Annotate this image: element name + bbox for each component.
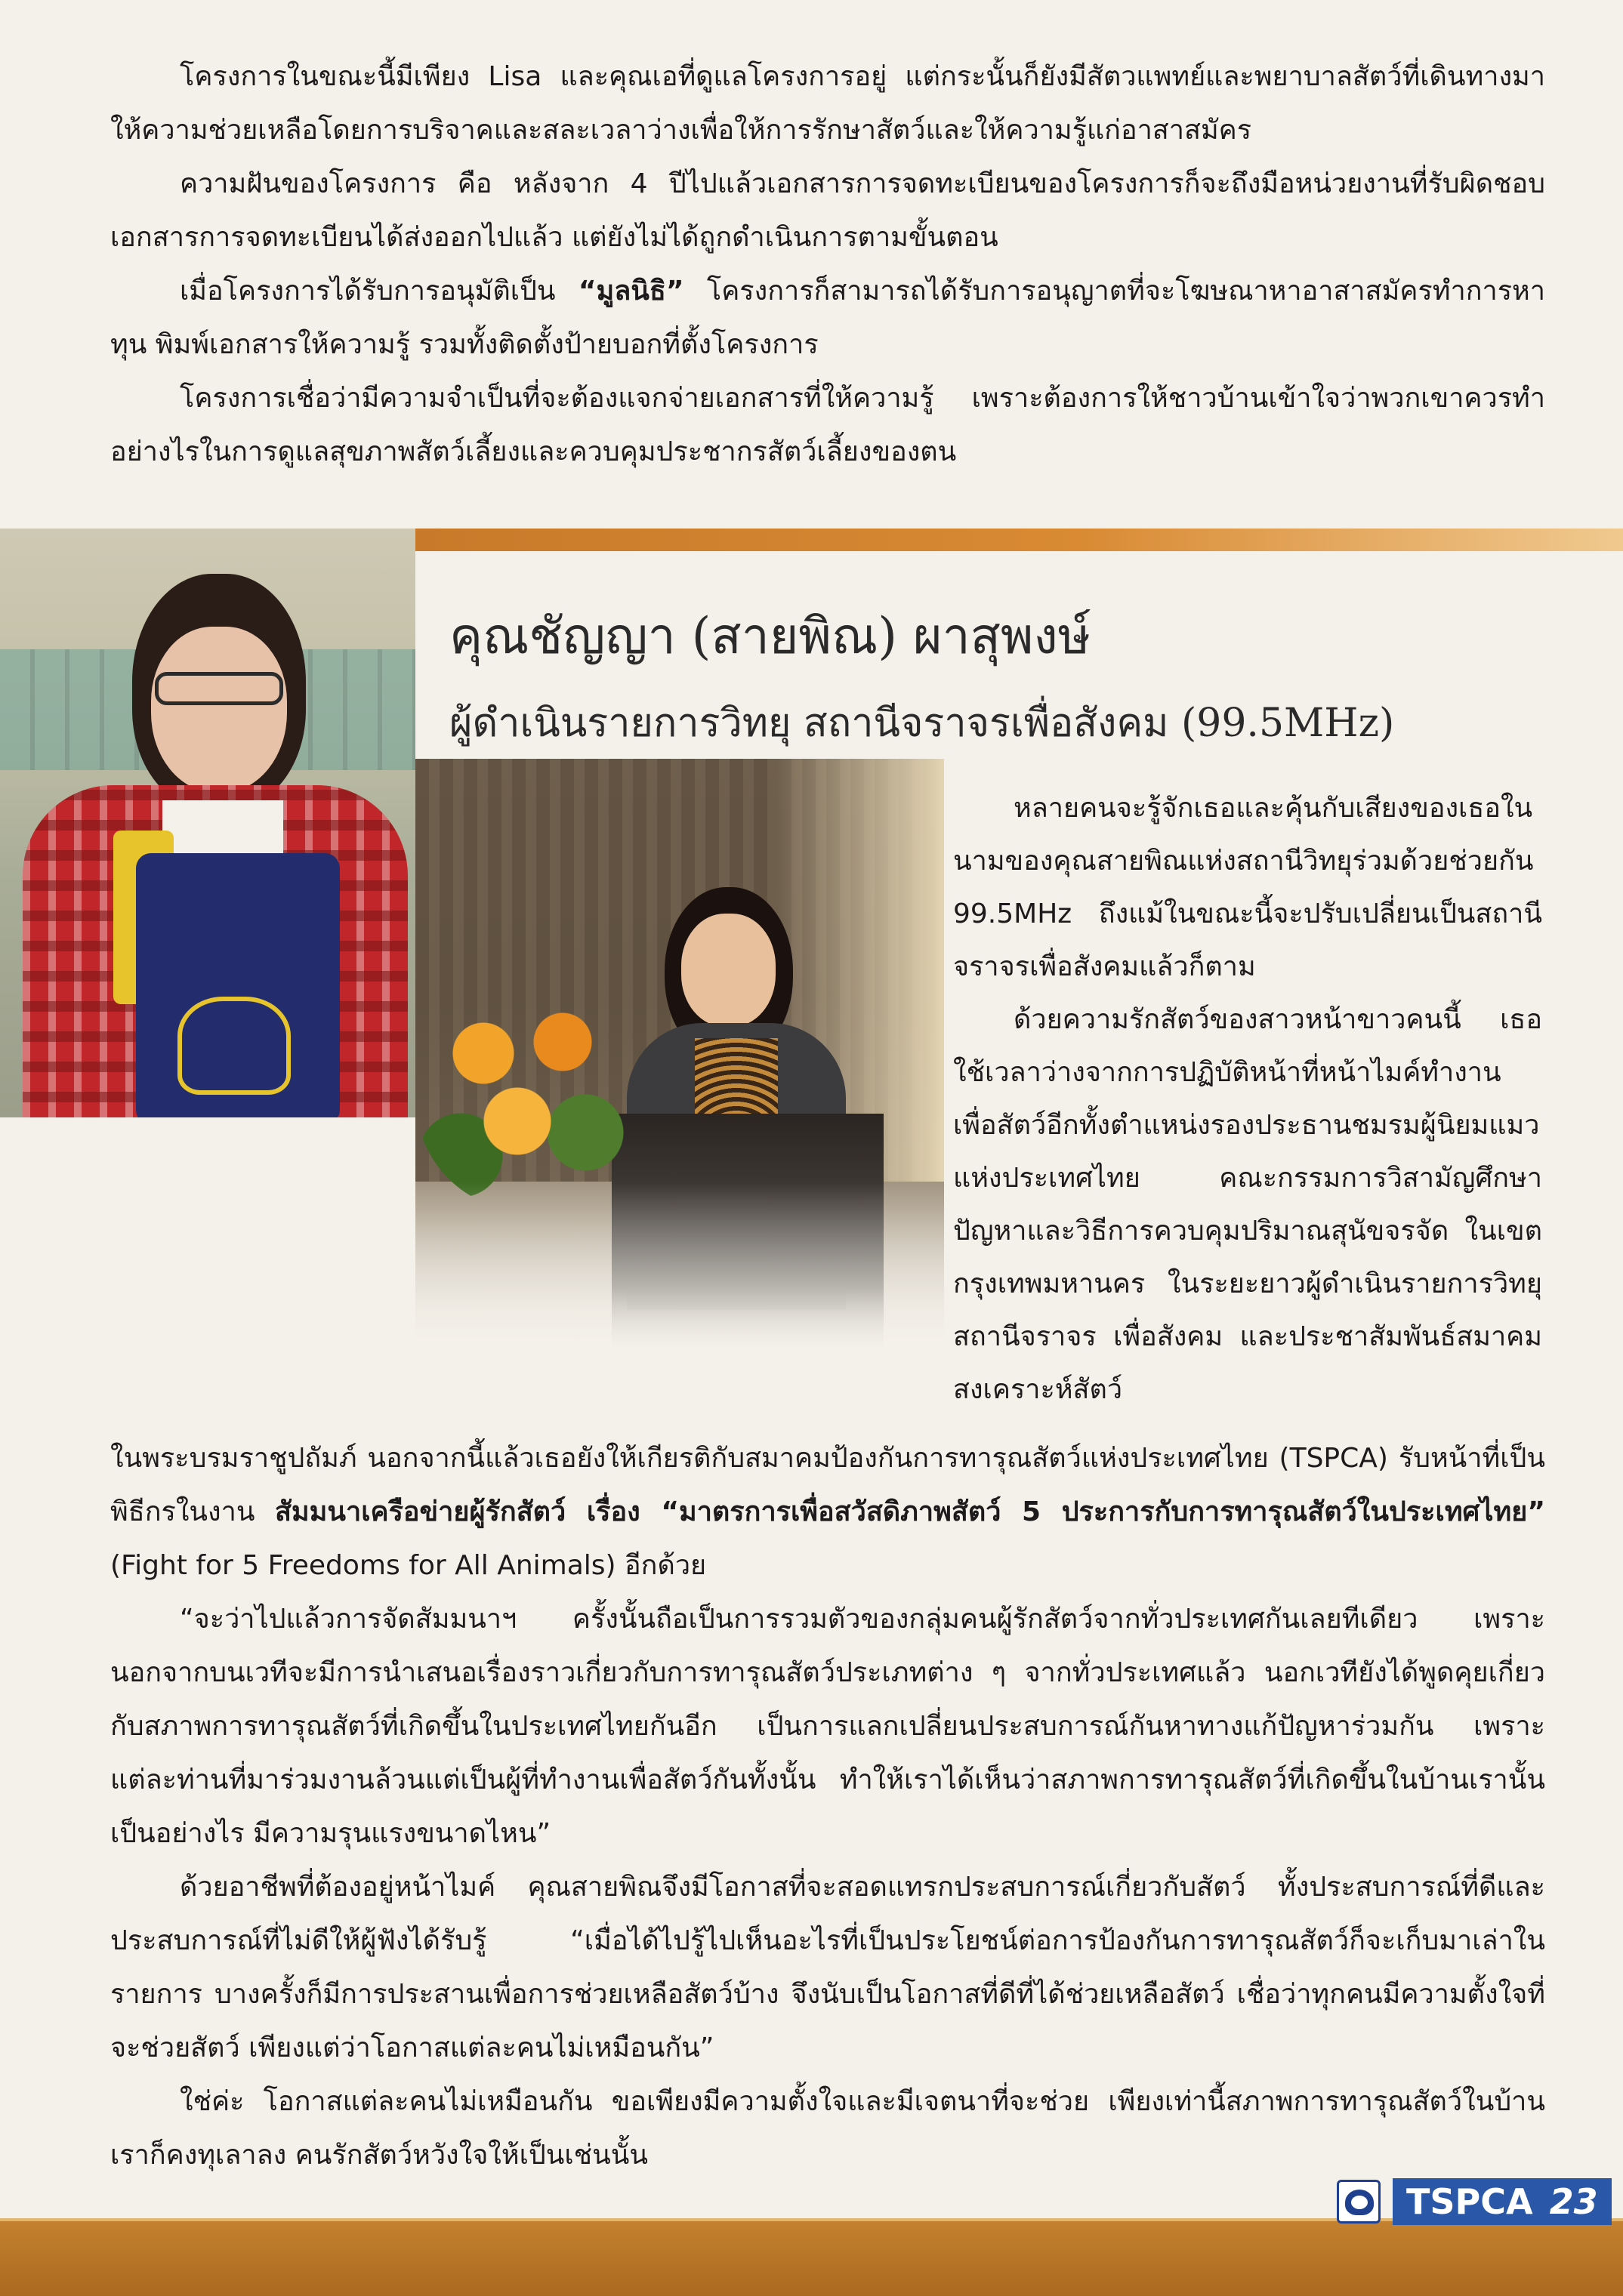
paragraph-seminar-quote: “จะว่าไปแล้วการจัดสัมมนาฯ ครั้งนั้นถือเป็นการรวมตัวของกลุ่มคนผู้รักสัตว์จากทั่วประเทศกันเลยทีเดียว เพราะนอกจากบนเวทีจะมีการนำเสนอเรื่องราวเกี่ยวกับการทารุณสัตว์ประเภทต่าง ๆ จากทั่วประเทศแล้ว นอกเวทียังได้พูดคุยเกี่ยวกับสภาพการทารุณสัตว์ที่เกิดขึ้นในประเทศไทยกันอีก เป็นการแลกเปลี่ยนประสบการณ์กันหาทางแก้ปัญหาร่วมกัน เพราะแต่ละท่านที่มาร่วมงานล้วนแต่เป็นผู้ที่ทำงานเพื่อสัตว์กันทั้งนั้น ทำให้เราได้เห็นว่าสภาพการทารุณสัตว์ที่เกิดขึ้นในบ้านเรานั้นเป็นอย่างไร มีความรุนแรงขนาดไหน” — [110, 1604, 1545, 1849]
photo-woman-with-bag — [0, 529, 415, 1117]
footer-label — [1393, 2178, 1612, 2225]
footer-band — [0, 2221, 1623, 2296]
paragraph-project-staff: โครงการในขณะนี้มีเพียง Lisa และคุณเอที่ดูแลโครงการอยู่ แต่กระนั้นก็ยังมีสัตวแพทย์และพยาบาลสัตว์ที่เดินทางมาให้ความช่วยเหลือโดยการบริจาคและสละเวลาว่างเพื่อให้การรักษาสัตว์และให้ความรู้แก่อาสาสมัคร — [110, 61, 1545, 146]
paragraph-seminar: ในพระบรมราชูปถัมภ์ นอกจากนี้แล้วเธอยังให้เกียรติกับสมาคมป้องกันการทารุณสัตว์แห่งประเทศไทย (TSPCA) รับหน้าที่เป็นพิธีกรในงาน สัมมนาเครือข่ายผู้รักสัตว์ เรื่อง “มาตรการเพื่อสวัสดิภาพสัตว์ 5 ประการกับการทารุณสัตว์ในประเทศไทย” (Fight for 5 Freedoms for All Animals) อีกด้วย — [110, 1443, 1545, 1581]
article-title: คุณชัญญา (สายพิณ) ผาสุพงษ์ — [449, 607, 1091, 665]
article-subtitle: ผู้ดำเนินรายการวิทยุ สถานีจราจรเพื่อสังคม (99.5MHz) — [449, 701, 1395, 746]
paragraph-project-dream: ความฝันของโครงการ คือ หลังจาก 4 ปีไปแล้วเอกสารการจดทะเบียนของโครงการก็จะถึงมือหน่วยงานที่รับผิดชอบ เอกสารการจดทะเบียนได้ส่งออกไปแล้ว แต่ยังไม่ได้ถูกดำเนินการตามขั้นตอน — [110, 168, 1545, 253]
page-footer — [1337, 2178, 1612, 2225]
seminar-title: สัมมนาเครือข่ายผู้รักสัตว์ เรื่อง “มาตรการเพื่อสวัสดิภาพสัตว์ 5 ประการกับการทารุณสัตว์ในประเทศไทย” — [274, 1496, 1545, 1527]
foundation-term: “มูลนิธิ” — [578, 276, 684, 307]
paragraph-radio-experience: ด้วยอาชีพที่ต้องอยู่หน้าไมค์ คุณสายพิณจึงมีโอกาสที่จะสอดแทรกประสบการณ์เกี่ยวกับสัตว์ ทั้งประสบการณ์ที่ดีและประสบการณ์ที่ไม่ดีให้ผู้ฟังได้รับรู้ “เมื่อได้ไปรู้ไปเห็นอะไรที่เป็นประโยชน์ต่อการป้องกันการทารุณสัตว์ก็จะเก็บมาเล่าในรายการ บางครั้งก็มีการประสานเพื่อการช่วยเหลือสัตว์บ้าง จึงนับเป็นโอกาสที่ดีที่ได้ช่วยเหลือสัตว์ เชื่อว่าทุกคนมีความตั้งใจที่จะช่วยสัตว์ เพียงแต่ว่าโอกาสแต่ละคนไม่เหมือนกัน” — [110, 1872, 1545, 2063]
footer-brand: TSPCA — [1406, 2181, 1533, 2222]
paragraph-education: โครงการเชื่อว่ามีความจำเป็นที่จะต้องแจกจ่ายเอกสารที่ให้ความรู้ เพราะต้องการให้ชาวบ้านเข้าใจว่าพวกเขาควรทำอย่างไรในการดูแลสุขภาพสัตว์เลี้ยงและควบคุมประชากรสัตว์เลี้ยงของตน — [110, 383, 1545, 467]
column-paragraph-intro: หลายคนจะรู้จักเธอและคุ้นกับเสียงของเธอในนามของคุณสายพิณแห่งสถานีวิทยุร่วมด้วยช่วยกัน 99.5MHz ถึงแม้ในขณะนี้จะปรับเปลี่ยนเป็นสถานีจราจรเพื่อสังคมแล้วก็ตาม — [953, 793, 1542, 982]
page-number: 23 — [1549, 2181, 1598, 2222]
tspca-logo-icon — [1337, 2180, 1381, 2224]
paragraph-foundation: เมื่อโครงการได้รับการอนุมัติเป็น “มูลนิธิ” โครงการก็สามารถได้รับการอนุญาตที่จะโฆษณาหาอาสาสมัครทำการหาทุน พิมพ์เอกสารให้ความรู้ รวมทั้งติดตั้งป้ายบอกที่ตั้งโครงการ — [110, 276, 1546, 360]
header-band — [415, 529, 1623, 551]
paragraph-closing: ใช่ค่ะ โอกาสแต่ละคนไม่เหมือนกัน ขอเพียงมีความตั้งใจและมีเจตนาที่จะช่วย เพียงเท่านี้สภาพการทารุณสัตว์ในบ้านเราก็คงทุเลาลง คนรักสัตว์หวังใจให้เป็นเช่นนั้น — [110, 2086, 1545, 2171]
photo-woman-at-podium — [415, 759, 944, 1351]
column-paragraph-roles: ด้วยความรักสัตว์ของสาวหน้าขาวคนนี้ เธอใช้เวลาว่างจากการปฏิบัติหน้าที่หน้าไมค์ทำงานเพื่อสัตว์อีกทั้งตำแหน่งรองประธานชมรมผู้นิยมแมวแห่งประเทศไทย คณะกรรมการวิสามัญศึกษาปัญหาและวิธีการควบคุมปริมาณสุนัขจรจัด ในเขตกรุงเทพมหานคร ในระยะยาวผู้ดำเนินรายการวิทยุสถานีจราจร เพื่อสังคม และประชาสัมพันธ์สมาคมสงเคราะห์สัตว์ — [953, 1004, 1542, 1405]
